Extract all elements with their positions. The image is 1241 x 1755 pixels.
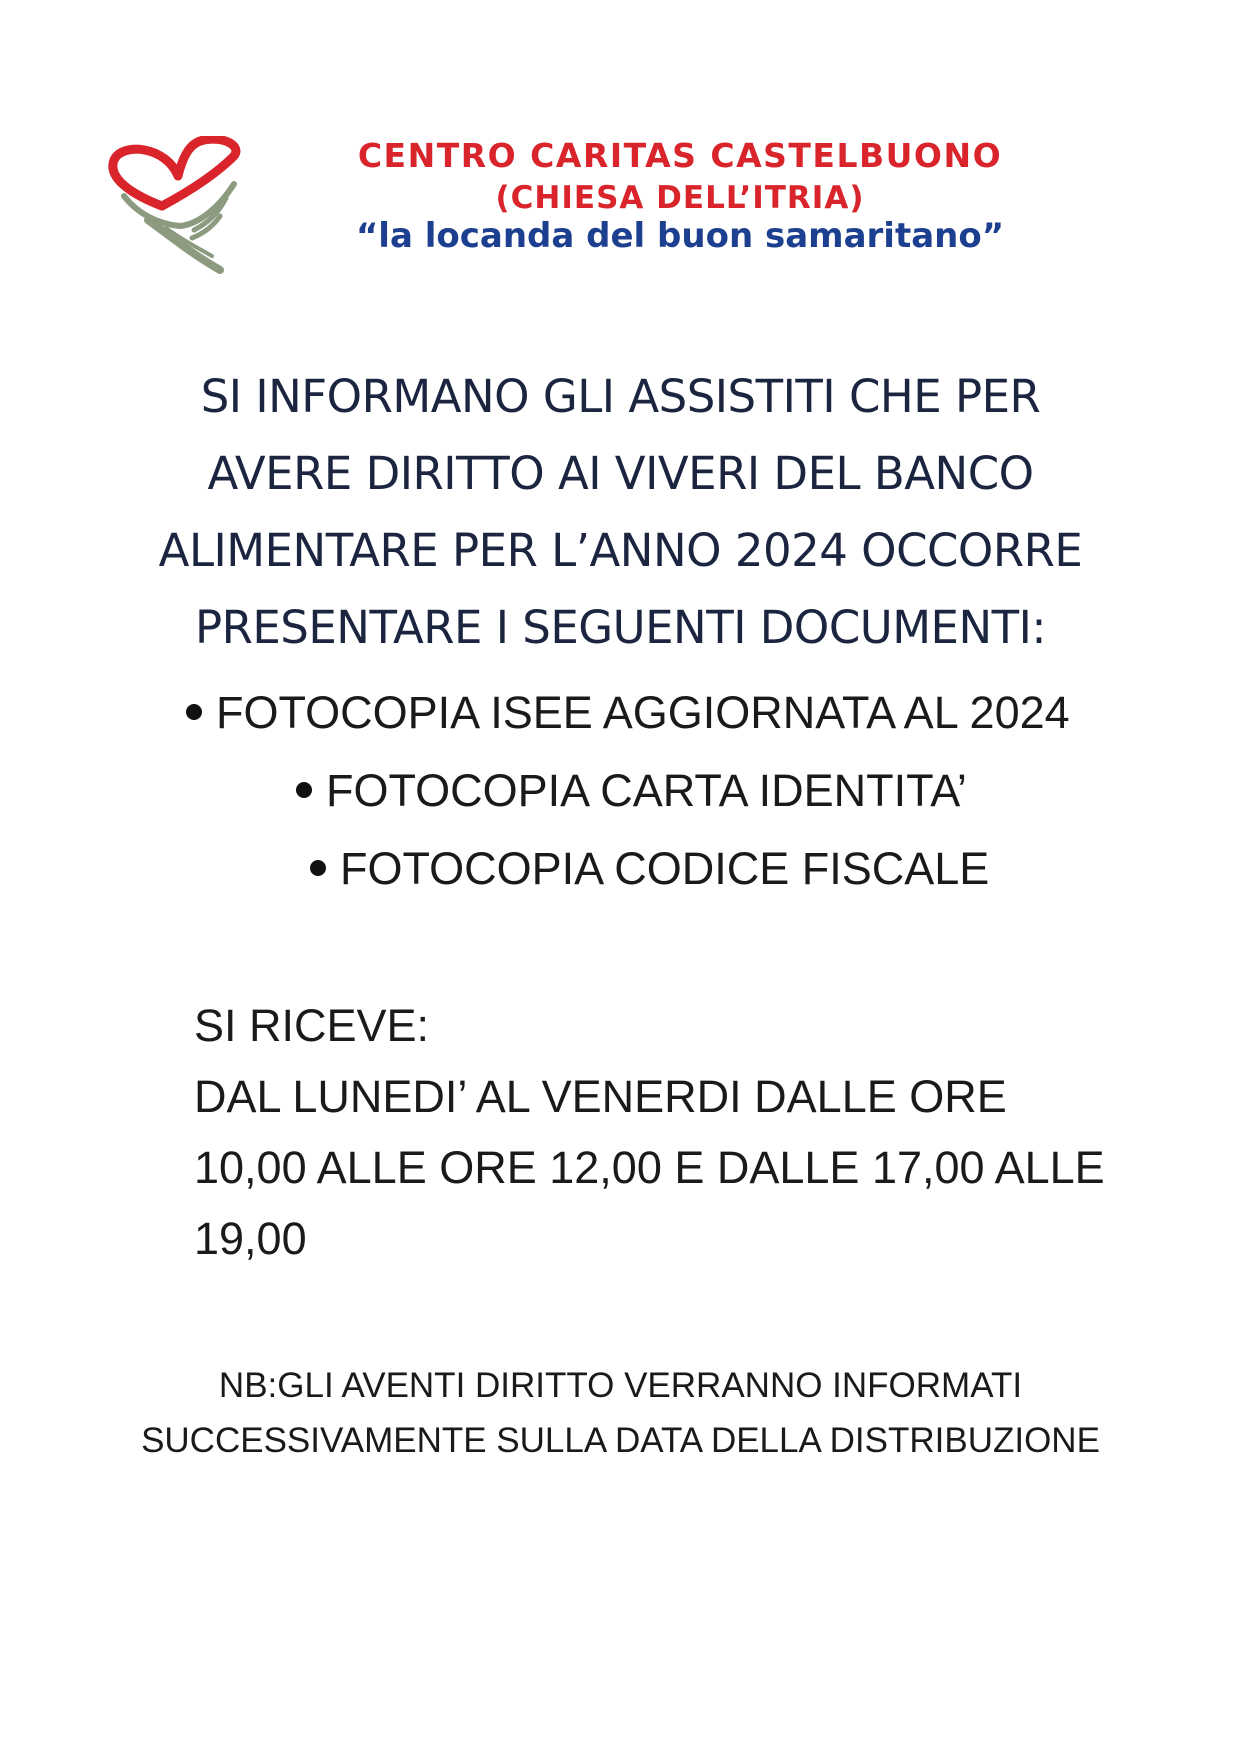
bullet-icon [296,782,312,798]
note [60,1358,1181,1468]
note-line: NB:GLI AVENTI DIRITTO VERRANNO INFORMATI [218,1366,1023,1405]
opening-hours [194,990,1105,1274]
hours-line: 19,00 [194,1213,307,1264]
bullet-icon [186,704,202,720]
intro-line: ALIMENTARE PER L’ANNO 2024 OCCORRE [158,524,1083,577]
list-item-label: FOTOCOPIA CODICE FISCALE [340,843,990,894]
org-name: CENTRO CARITAS CASTELBUONO [357,136,1003,175]
bullet-icon [310,860,326,876]
intro-line: SI INFORMANO GLI ASSISTITI CHE PER [200,370,1041,423]
org-subtitle: (CHIESA DELL’ITRIA) [495,180,865,216]
list-item [296,761,967,821]
intro-line: AVERE DIRITTO AI VIVERI DEL BANCO [207,447,1034,500]
list-item-label: FOTOCOPIA CARTA IDENTITA’ [326,765,967,816]
intro-line: PRESENTARE I SEGUENTI DOCUMENTI: [194,601,1047,654]
hours-line: 10,00 ALLE ORE 12,00 E DALLE 17,00 ALLE [194,1142,1105,1193]
list-item [186,683,1070,743]
hours-line: SI RICEVE: [194,1000,430,1051]
note-line: SUCCESSIVAMENTE SULLA DATA DELLA DISTRIBUZIONE [141,1421,1100,1460]
caritas-logo [108,136,250,276]
intro-paragraph [60,358,1181,666]
list-item-label: FOTOCOPIA ISEE AGGIORNATA AL 2024 [216,687,1070,738]
heart-hand-icon [108,136,250,276]
org-motto: “la locanda del buon samaritano” [355,216,1005,256]
list-item [310,839,989,899]
hours-line: DAL LUNEDI’ AL VENERDI DALLE ORE [194,1071,1007,1122]
